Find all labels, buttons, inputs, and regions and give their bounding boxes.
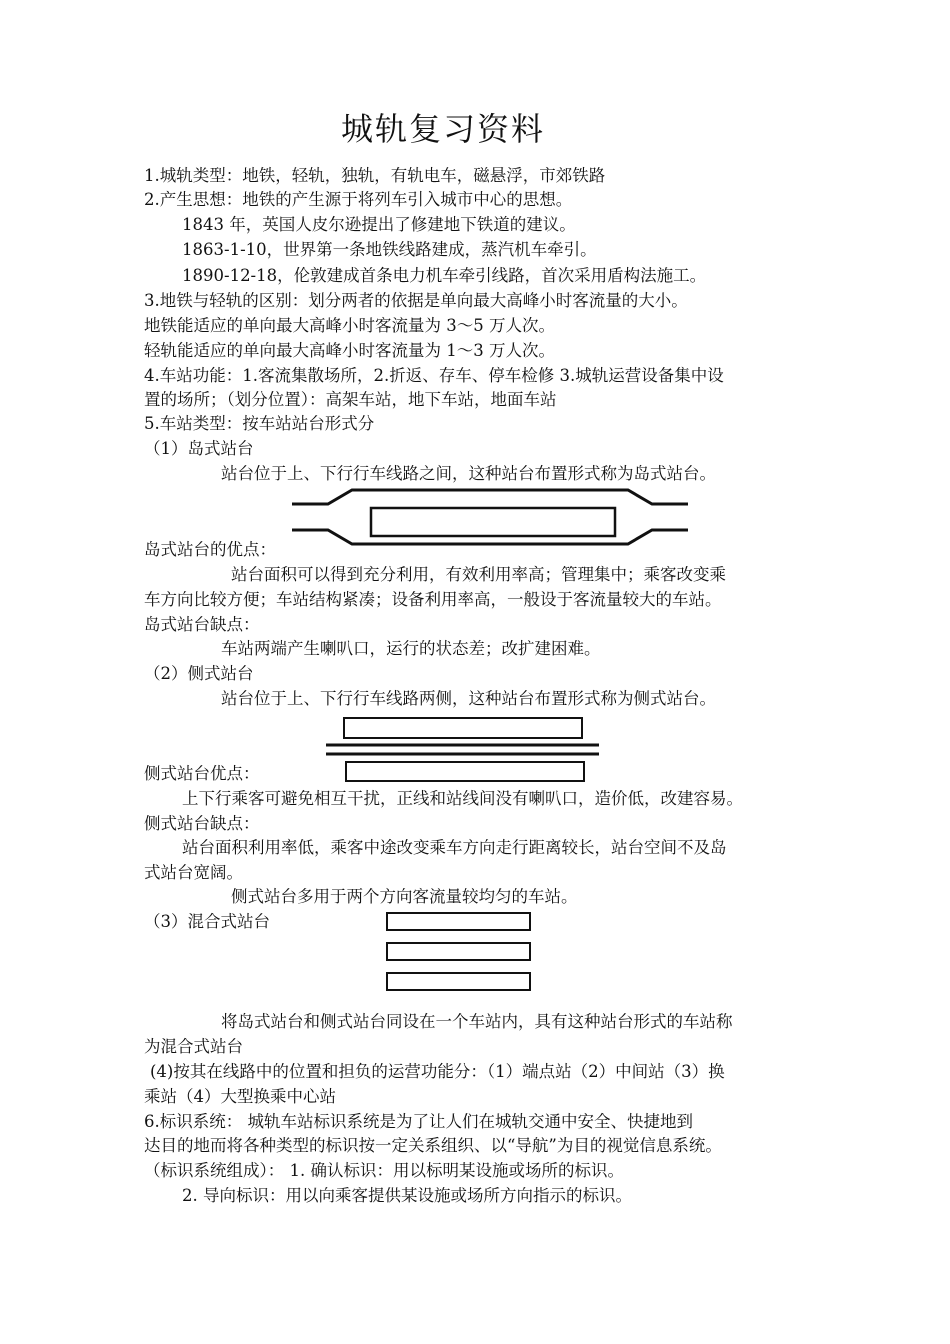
text-line: 将岛式站台和侧式站台同设在一个车站内，具有这种站台形式的车站称 [221, 1012, 733, 1031]
text-line: 车站两端产生喇叭口，运行的状态差；改扩建困难。 [221, 639, 601, 658]
text-line: 为混合式站台 [144, 1037, 243, 1056]
text-line: （1）岛式站台 [144, 439, 254, 458]
side-platform-upper [344, 718, 582, 738]
text-line: 车方向比较方便；车站结构紧凑；设备利用率高，一般设于客流量较大的车站。 [144, 590, 722, 609]
mixed-platform-top [387, 913, 530, 930]
text-line: 达目的地而将各种类型的标识按一定关系组织、以“导航”为目的视觉信息系统。 [144, 1136, 722, 1155]
side-platform-diagram [320, 714, 605, 786]
text-line: 2.产生思想：地铁的产生源于将列车引入城市中心的思想。 [144, 190, 573, 209]
text-line: （2）侧式站台 [144, 664, 254, 683]
text-line: 轻轨能适应的单向最大高峰小时客流量为 1～3 万人次。 [144, 341, 555, 360]
text-line: 侧式站台多用于两个方向客流量较均匀的车站。 [231, 887, 578, 906]
text-line: 岛式站台缺点： [144, 615, 260, 634]
text-line: 站台位于上、下行行车线路之间，这种站台布置形式称为岛式站台。 [221, 464, 716, 483]
side-platform-lower [346, 762, 584, 781]
text-line: 3.地铁与轻轨的区别：划分两者的依据是单向最大高峰小时客流量的大小。 [144, 291, 688, 310]
text-line: 1.城轨类型：地铁，轻轨，独轨，有轨电车，磁悬浮，市郊铁路 [144, 166, 606, 185]
text-line: 5.车站类型：按车站站台形式分 [144, 414, 375, 433]
text-line: 4.车站功能：1.客流集散场所，2.折返、存车、停车检修 3.城轨运营设备集中设 [144, 366, 724, 385]
text-line: 式站台宽阔。 [144, 863, 243, 882]
text-line: 站台面积可以得到充分利用，有效利用率高；管理集中；乘客改变乘 [231, 565, 726, 584]
mixed-platform-bottom [387, 973, 530, 990]
island-platform [371, 508, 615, 536]
island-platform-diagram [290, 484, 690, 552]
text-line: 1863-1-10，世界第一条地铁线路建成，蒸汽机车牵引。 [182, 240, 597, 259]
text-line: 置的场所；（划分位置）：高架车站，地下车站，地面车站 [144, 390, 557, 409]
text-line: 站台位于上、下行行车线路两侧，这种站台布置形式称为侧式站台。 [221, 689, 716, 708]
text-line: 2. 导向标识：用以向乘客提供某设施或场所方向指示的标识。 [182, 1186, 632, 1205]
text-line: 6.标识系统： 城轨车站标识系统是为了让人们在城轨交通中安全、快捷地到 [144, 1112, 693, 1131]
text-line: 乘站（4）大型换乘中心站 [144, 1087, 336, 1106]
text-line: (4)按其在线路中的位置和担负的运营功能分：（1）端点站（2）中间站（3）换 [150, 1062, 725, 1081]
text-line: （标识系统组成）： 1. 确认标识：用以标明某设施或场所的标识。 [144, 1161, 624, 1180]
text-line: 1843 年，英国人皮尔逊提出了修建地下铁道的建议。 [182, 215, 576, 234]
text-line: 侧式站台优点： [144, 764, 260, 783]
text-line: （3）混合式站台 [144, 912, 270, 931]
mixed-platform-diagram [384, 910, 534, 994]
text-line: 上下行乘客可避免相互干扰，正线和站线间没有喇叭口，造价低，改建容易。 [182, 789, 743, 808]
text-line: 侧式站台缺点： [144, 814, 260, 833]
text-line: 站台面积利用率低，乘客中途改变乘车方向走行距离较长，站台空间不及岛 [182, 838, 727, 857]
text-line: 岛式站台的优点： [144, 540, 276, 559]
text-line: 地铁能适应的单向最大高峰小时客流量为 3～5 万人次。 [144, 316, 555, 335]
mixed-platform-middle [387, 943, 530, 960]
text-line: 1890-12-18，伦敦建成首条电力机车牵引线路，首次采用盾构法施工。 [182, 266, 707, 285]
page-title: 城轨复习资料 [340, 110, 545, 148]
